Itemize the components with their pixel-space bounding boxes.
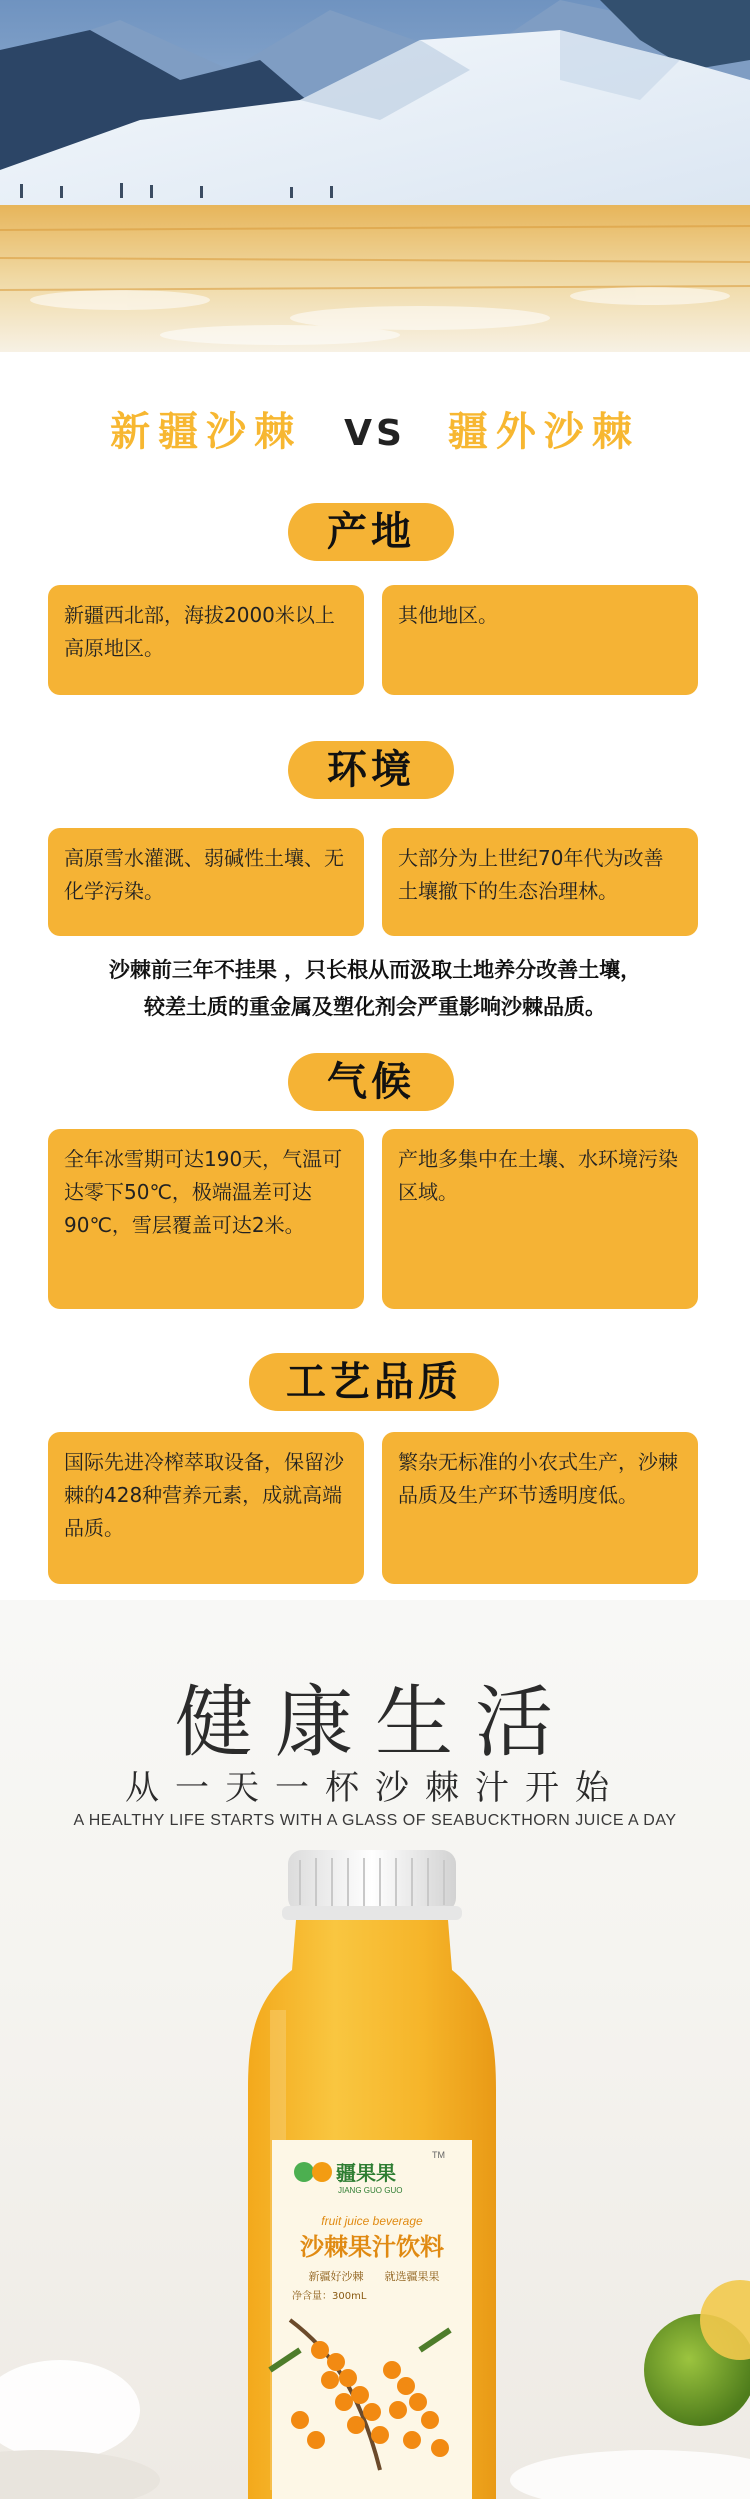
cup-left <box>0 2360 140 2460</box>
promo-title: 健康生活 <box>174 1678 575 1768</box>
comparison-header <box>0 400 750 470</box>
snow-grassland-illustration <box>0 0 750 352</box>
juice-bottle-photo <box>0 1850 750 2499</box>
craft-xinjiang-card: 国际先进冷榨萃取设备，保留沙棘的428种营养元素，成就高端品质。 <box>48 1432 364 1584</box>
craft-other-card: 繁杂无标准的小农式生产，沙棘品质及生产环节透明度低。 <box>382 1432 698 1584</box>
hero-landscape-image <box>0 0 750 352</box>
volume-label: 净含量：300mL <box>292 2291 367 2302</box>
section-heading-craft-quality: 工艺品质 <box>249 1353 499 1411</box>
environment-xinjiang-card: 高原雪水灌溉、弱碱性土壤、无化学污染。 <box>48 828 364 936</box>
section-heading-origin: 产地 <box>288 503 454 561</box>
xinjiang-title: 新疆沙棘 <box>110 409 303 455</box>
note-line-2: 较差土质的重金属及塑化剂会严重影响沙棘品质。 <box>144 995 606 1019</box>
origin-other-card: 其他地区。 <box>382 585 698 695</box>
promo-english-tagline: A HEALTHY LIFE STARTS WITH A GLASS OF SEABUCKTHORN JUICE A DAY <box>73 1812 677 1829</box>
brand-name: 疆果果 <box>336 2161 396 2185</box>
healthy-life-promo <box>0 1600 750 2499</box>
note-line-1: 沙棘前三年不挂果 ，只长根从而汲取土地养分改善土壤， <box>108 958 642 982</box>
vs-label: VS <box>344 413 406 454</box>
origin-xinjiang-card: 新疆西北部，海拔2000米以上高原地区。 <box>48 585 364 695</box>
svg-text:就选疆果果: 就选疆果果 <box>384 2270 440 2283</box>
label-chinese: 沙棘果汁饮料 <box>300 2232 444 2261</box>
other-region-title: 疆外沙棘 <box>447 409 640 455</box>
climate-xinjiang-card: 全年冰雪期可达190天，气温可达零下50℃，极端温差可达90℃，雪层覆盖可达2米。 <box>48 1129 364 1309</box>
bottle-cap <box>288 1850 456 1912</box>
section-heading-environment: 环境 <box>288 741 454 799</box>
environment-other-card: 大部分为上世纪70年代为改善土壤撤下的生态治理林。 <box>382 828 698 936</box>
label-english: fruit juice beverage <box>321 2214 423 2228</box>
promo-subtitle: 从一天一杯沙棘汁开始 <box>125 1768 625 1808</box>
climate-other-card: 产地多集中在土壤、水环境污染区域。 <box>382 1129 698 1309</box>
svg-text:新疆好沙棘: 新疆好沙棘 <box>308 2270 364 2283</box>
brand-english: JIANG GUO GUO <box>338 2186 403 2195</box>
svg-text:TM: TM <box>432 2150 445 2160</box>
section-heading-climate: 气候 <box>288 1053 454 1111</box>
